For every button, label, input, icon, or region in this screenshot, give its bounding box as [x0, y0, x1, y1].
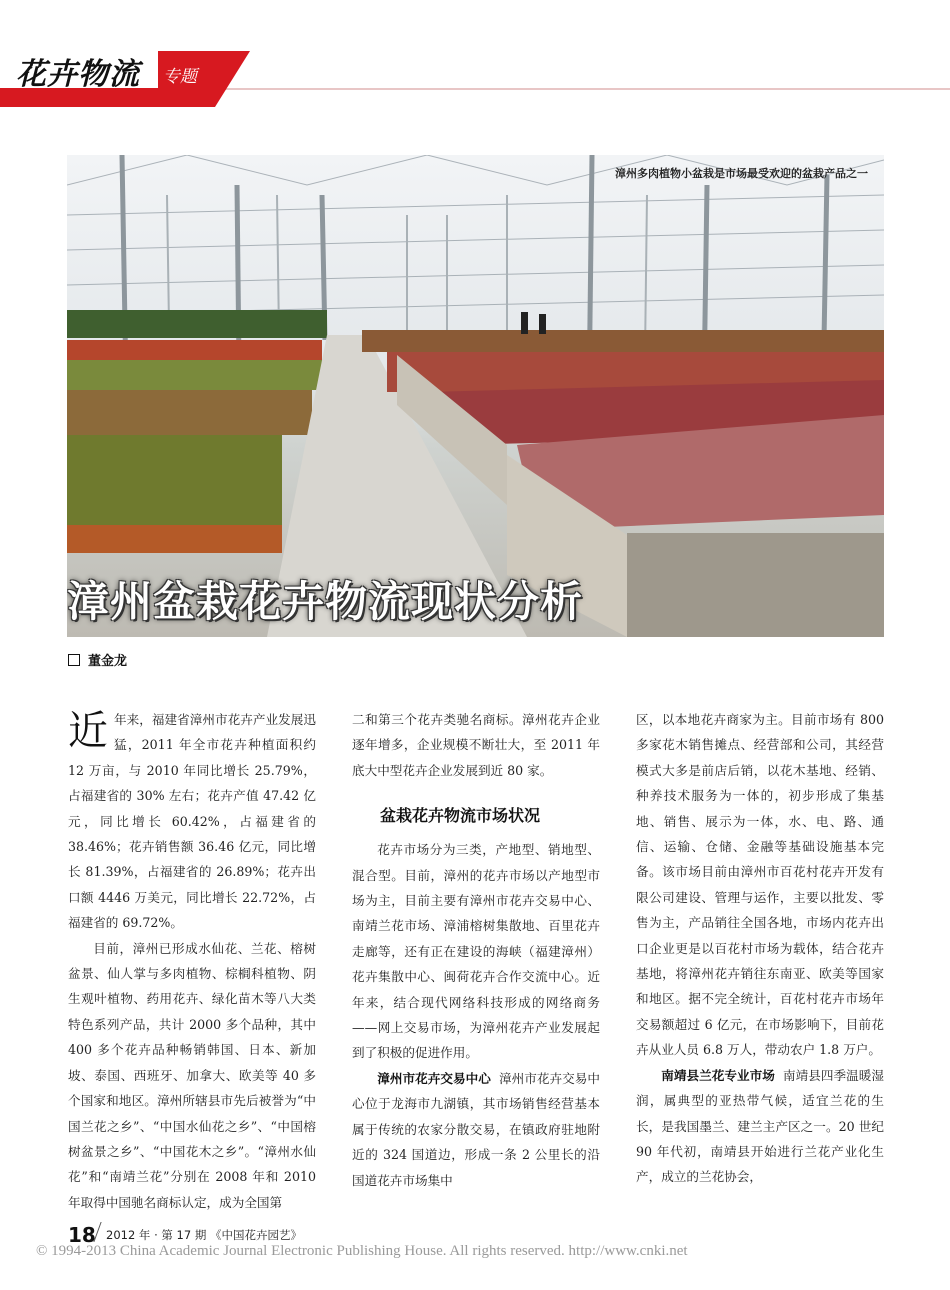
paragraph-text: 漳州市花卉交易中心位于龙海市九湖镇，其市场销售经营基本属于传统的农家分散交易，在镇政府驻地附近的 324 国道边，形成一条 2 公里长的沿国道花卉市场集中 — [352, 1070, 601, 1188]
paragraph: 花卉市场分为三类，产地型、销地型、混合型。目前，漳州的花卉市场以产地型市场为主，目前主要有漳州市花卉交易中心、南靖兰花市场、漳浦榕树集散地、百里花卉走廊等，还有正在建设的海峡（福建漳州）花卉集散中心、闽荷花卉合作交流中心。近年来，结合现代网络科技形成的网络商务——网上交易市场，为漳州花卉产业发展起到了积极的促进作用。 — [352, 842, 600, 1061]
section-subheading: 盆栽花卉物流市场状况 — [380, 806, 541, 826]
paragraph-text: 南靖县四季温暖湿润，属典型的亚热带气候，适宜兰花的生长，是我国墨兰、建兰主产区之一。20 世纪 90 年代初，南靖县开始进行兰花产业化生产，成立的兰花协会， — [636, 1067, 885, 1185]
paragraph: 区，以本地花卉商家为主。目前市场有 800 多家花木销售摊点、经营部和公司，其经营模式大多是前店后销，以花木基地、经销、种养技术服务为一体的，初步形成了集基地、销售、展示为一体，水、电、路、通信、运输、仓储、金融等基础设施基本完备。该市场目前由漳州市百花村花卉开发有限公司建设、管理与运作，主要以批发、零售为主，产品销往全国各地，市场内花卉出口企业更是以百花村市场为载体，结合花卉基地，将漳州花卉销往东南亚、欧美等国家和地区。据不完全统计，百花村花卉市场年交易额超过 6 亿元，在市场影响下，目前花卉从业人员 6.8 万人，带动农户 1.8 万户。 — [636, 712, 884, 1058]
article-title: 漳州盆栽花卉物流现状分析 — [67, 577, 584, 626]
paragraph — [636, 1063, 884, 1190]
author-box-icon — [68, 654, 80, 666]
paragraph — [68, 707, 316, 936]
section-tag: 专题 — [163, 67, 197, 87]
page-number: 18 — [68, 1223, 96, 1247]
paragraph-text: 年来，福建省漳州市花卉产业发展迅猛，2011 年全市花卉种植面积约 12 万亩，与 2010 年同比增长 25.79%，占福建省的 30% 左右；花卉产值 47.42 亿元，同比增长 60.42%，占福建省的 38.46%；花卉销售额 36.46 亿元，同比增长 81.39%，占福建省的 26.89%；花卉出口额 4446 万美元，同比增长 22.72%，占福建省的 69.72%。 — [68, 712, 316, 931]
author-name: 董金龙 — [88, 654, 128, 669]
paragraph-lead: 漳州市花卉交易中心 — [377, 1070, 491, 1086]
greenhouse-photo — [67, 155, 884, 637]
paragraph: 二和第三个花卉类驰名商标。漳州花卉企业逐年增多，企业规模不断壮大，至 2011 年底大中型花卉企业发展到近 80 家。 — [352, 712, 600, 778]
photo-caption: 漳州多肉植物小盆栽是市场最受欢迎的盆栽产品之一 — [615, 167, 868, 180]
drop-cap: 近 — [68, 708, 108, 754]
column-1 — [68, 707, 316, 1215]
copyright-notice: © 1994-2013 China Academic Journal Electronic Publishing House. All rights reserved. http://www.cnki.net — [36, 1243, 688, 1259]
section-title: 花卉物流 — [16, 57, 140, 92]
column-3 — [636, 707, 884, 1190]
paragraph-lead: 南靖县兰花专业市场 — [661, 1067, 775, 1083]
author-line — [68, 650, 127, 669]
paragraph — [352, 1066, 600, 1193]
greenhouse-illustration — [67, 155, 884, 637]
issue-info: 2012 年 · 第 17 期 《中国花卉园艺》 — [106, 1228, 302, 1242]
paragraph: 目前，漳州已形成水仙花、兰花、榕树盆景、仙人掌与多肉植物、棕榈科植物、阴生观叶植物、药用花卉、绿化苗木等八大类特色系列产品，共计 2000 多个品种，其中 400 多个花卉品种畅销韩国、日本、新加坡、泰国、西班牙、加拿大、欧美等 40 多个国家和地区。漳州所辖县市先后被誉为“中国兰花之乡”、“中国水仙花之乡”、“中国榕树盆景之乡”、“中国花木之乡”。“漳州水仙花”和“南靖兰花”分别在 2008 年和 2010 年取得中国驰名商标认定，成为全国第 — [68, 940, 316, 1210]
column-2 — [352, 707, 600, 1193]
